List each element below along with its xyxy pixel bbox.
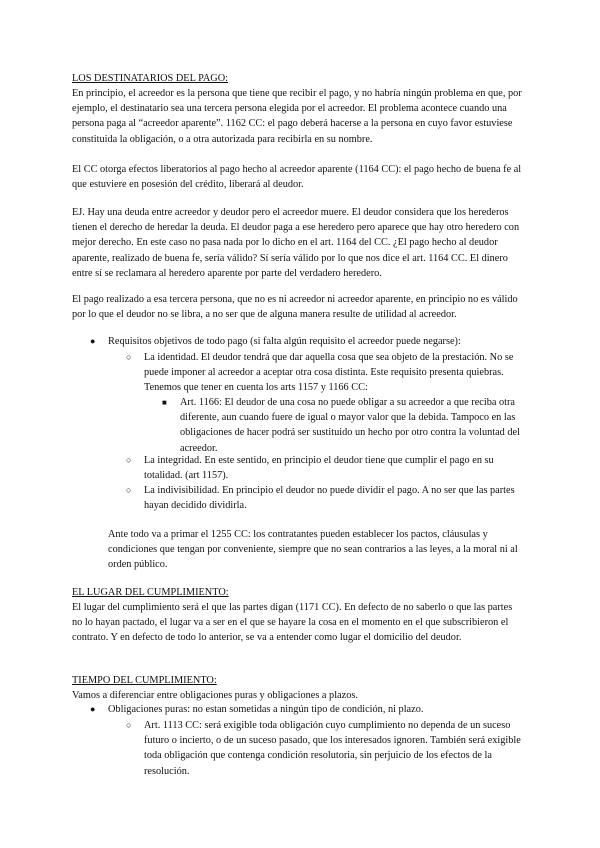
paragraph: El CC otorga efectos liberatorios al pago hecho al acreedor aparente (1164 CC): el pago hecho de buena fe al que estuviere en posesión del crédito, liberará al deudor. bbox=[72, 164, 522, 191]
bullet-hollow-icon: ○ bbox=[126, 485, 132, 495]
document-page: LOS DESTINATARIOS DEL PAGO: En principio, el acreedor es la persona que tiene que recibir el pago, y no habría ningún problema en que, por ejemplo, el destinatario sea una tercera persona elegida por el acreedor. El problema acontece cuando una persona paga al “acreedor aparente”. 1162 CC: el pago deberá hacerse a la persona en cuyo favor estuviese constituida la obligación, o a otra autorizada para recibirla en su nombre. El CC otorga efectos liberatorios al pago hecho al acreedor aparente (1164 CC): el pago hecho de buena fe al que estuviere en posesión del crédito, liberará al deudor. EJ. Hay una deuda entre acreedor y deudor pero el acreedor muere. El deudor considera que los herederos tienen el derecho de heredar la deuda. El deudor paga a ese heredero pero aparece que hay otro heredero con mejor derecho. En este caso no pasa nada por lo dicho en el art. 1164 del CC. ¿El pago hecho al deudor aparente, realizado de buena fe, sería válido? Sí sería válido por lo que nos dice el art. 1164 CC. El dinero entre sí se reclamara al heredero aparente por parte del verdadero heredero. El pago realizado a esa tercera persona, que no es ni acreedor ni acreedor aparente, en principio no es válido por lo que el deudor no se libra, a no ser que de alguna manera resulte de utilidad al acreedor. ● Requisitos objetivos de todo pago (si falta algún requisito el acreedor puede negarse): ○ La identidad. El deudor tendrá que dar aquella cosa que sea objeto de la prestación. No se puede imponer al acreedor a aceptar otra cosa distinta. Este requisito presenta quiebras. Tenemos que tener en cuenta los arts 1157 y 1166 CC: ■ Art. 1166: El deudor de una cosa no puede obligar a su acreedor a que reciba otra diferente, aun cuando fuere de igual o mayor valor que la debida. Tampoco en las obligaciones de hacer podrá ser sustituido un hecho por otro contra la voluntad del acreedor. ○ La integridad. En este sentido, en principio el deudor tiene que cumplir el pago en su totalidad. (art 1157). ○ La indivisibilidad. En principio el deudor no puede dividir el pago. A no ser que las partes hayan decidido dividirla. Ante todo va a primar el 1255 CC: los contratantes pueden establecer los pactos, cláusulas y condiciones que tengan por conveniente, siempre que no sean contrarios a las leyes, a la moral ni al orden público. EL LUGAR DEL CUMPLIMIENTO: El lugar del cumplimiento será el que las partes digan (1171 CC). En defecto de no saberlo o que las partes no lo hayan pactado, el lugar va a ser en el que se hayare la cosa en el momento en el que subscribieron el contrato. Y en defecto de todo lo anterior, se va a entender como lugar el domicilio del deudor. TIEMPO DEL CUMPLIMIENTO: Vamos a diferenciar entre obligaciones puras y obligaciones a plazos. ● Obligaciones puras: no estan sometidas a ningún tipo de condición, ni plazo. ○ Art. 1113 CC: será exigible toda obligación cuyo cumplimiento no dependa de un suceso futuro o incierto, o de un suceso pasado, que los interesados ignoren. También será exigible toda obligación que contenga condición resolutoria, sin perjuicio de los efectos de la resolución. bbox=[0, 0, 600, 848]
bullet-filled-icon: ● bbox=[90, 704, 96, 714]
section-heading-destinatarios: LOS DESTINATARIOS DEL PAGO: bbox=[72, 73, 229, 84]
bullet-hollow-icon: ○ bbox=[126, 720, 132, 730]
paragraph: Vamos a diferenciar entre obligaciones puras y obligaciones a plazos. bbox=[72, 690, 358, 701]
paragraph: EJ. Hay una deuda entre acreedor y deudor pero el acreedor muere. El deudor considera que los herederos tienen el derecho de heredar la deuda. El deudor paga a ese heredero pero aparece que hay otro heredero con mejor derecho. En este caso no pasa nada por lo dicho en el art. 1164 del CC. ¿El pago hecho al deudor aparente, realizado de buena fe, sería válido? Sí sería válido por lo que nos dice el art. 1164 CC. El dinero entre sí se reclamara al heredero aparente por parte del verdadero heredero. bbox=[72, 207, 520, 279]
bullet-filled-icon: ● bbox=[90, 336, 96, 346]
paragraph: El lugar del cumplimiento será el que las partes digan (1171 CC). En defecto de no saberlo o que las partes no lo hayan pactado, el lugar va a ser en el que se hayare la cosa en el momento en el que subscribieron el contrato. Y en defecto de todo lo anterior, se va a entender como lugar el domicilio del deudor. bbox=[72, 602, 513, 644]
paragraph: Ante todo va a primar el 1255 CC: los contratantes pueden establecer los pactos, cláusulas y condiciones que tengan por conveniente, siempre que no sean contrarios a las leyes, a la moral ni al orden público. bbox=[108, 529, 518, 571]
bullet-hollow-icon: ○ bbox=[126, 455, 132, 465]
bullet-hollow-icon: ○ bbox=[126, 352, 132, 362]
paragraph: En principio, el acreedor es la persona que tiene que recibir el pago, y no habría ningún problema en que, por ejemplo, el destinatario sea una tercera persona elegida por el acreedor. El problema acontece cuando una persona paga al “acreedor aparente”. 1162 CC: el pago deberá hacerse a la persona en cuyo favor estuviese constituida la obligación, o a otra autorizada para recibirla en su nombre. bbox=[72, 88, 522, 145]
paragraph: El pago realizado a esa tercera persona, que no es ni acreedor ni acreedor aparente, en principio no es válido por lo que el deudor no se libra, a no ser que de alguna manera resulte de utilidad al acreedor. bbox=[72, 294, 518, 321]
section-heading-lugar: EL LUGAR DEL CUMPLIMIENTO: bbox=[72, 587, 229, 598]
bullet-square-icon: ■ bbox=[162, 398, 167, 407]
section-heading-tiempo: TIEMPO DEL CUMPLIMIENTO: bbox=[72, 675, 217, 686]
